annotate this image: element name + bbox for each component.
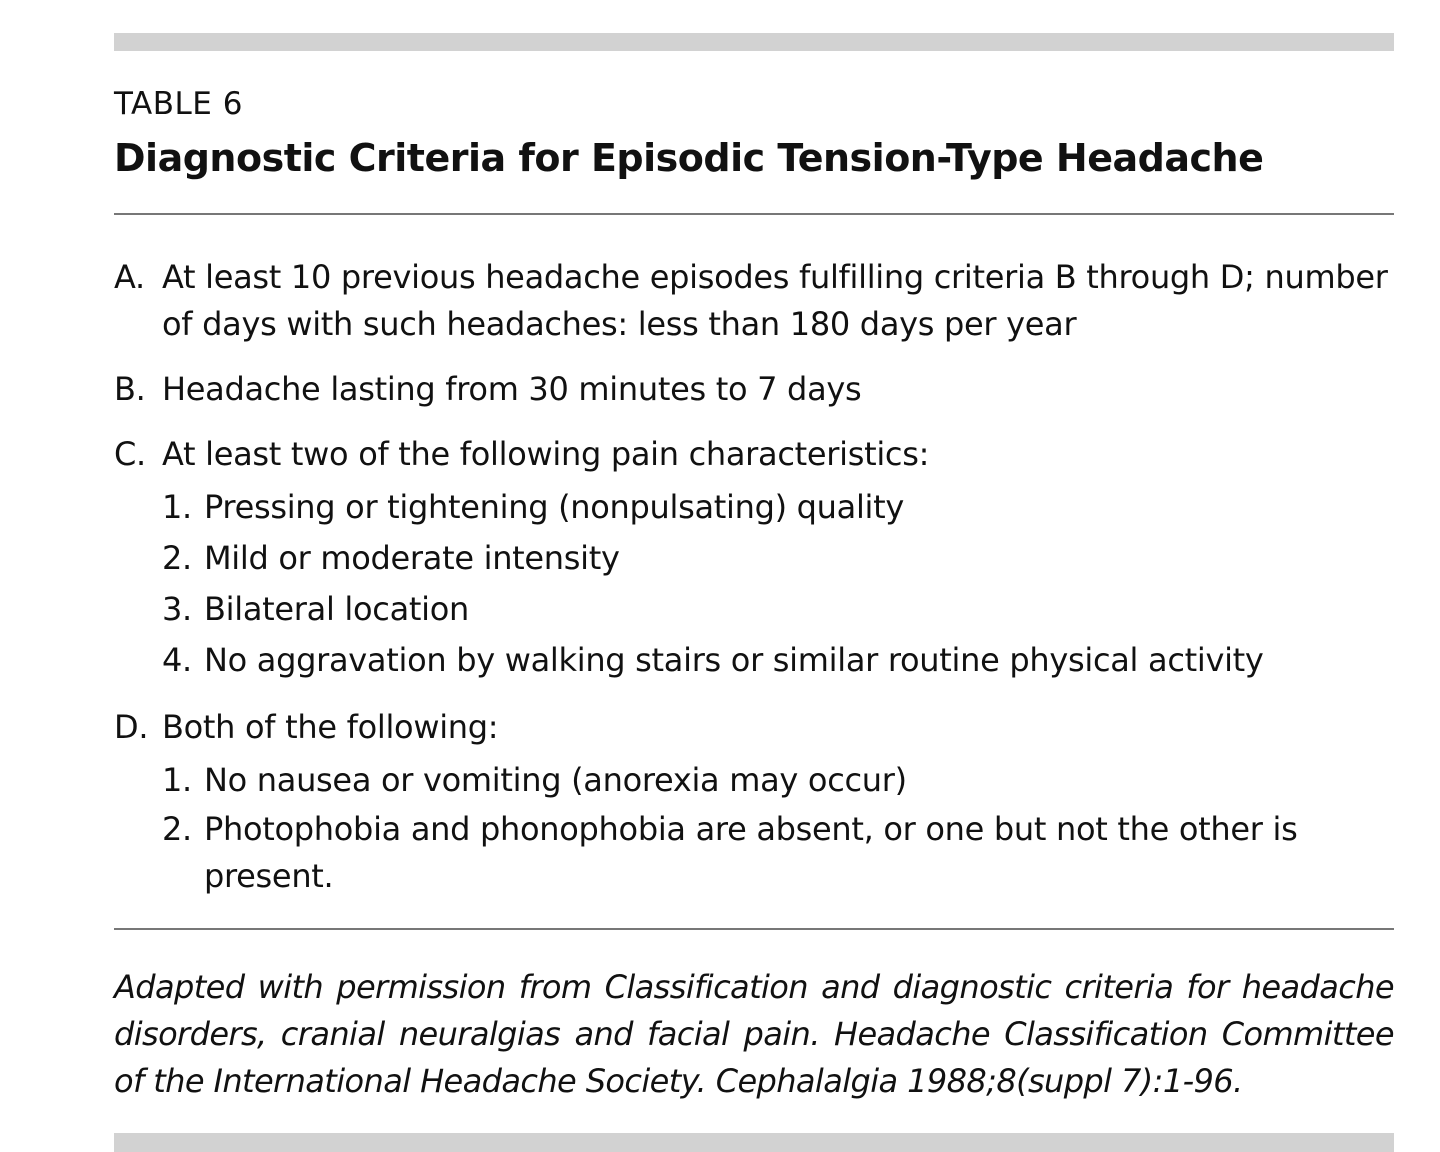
- item-text: Photophobia and phonophobia are absent, or one but not the other is present.: [204, 810, 1298, 895]
- header-rule: [114, 213, 1394, 215]
- criterion-letter: D.: [114, 708, 149, 746]
- item-text: Mild or moderate intensity: [204, 539, 620, 577]
- item-number: 2.: [162, 539, 192, 577]
- criterion-text: Headache lasting from 30 minutes to 7 days: [162, 370, 862, 408]
- criteria-list: [114, 254, 1394, 918]
- criterion-text: At least two of the following pain characteristics:: [162, 435, 930, 473]
- list-item: [162, 533, 1394, 584]
- criterion-text: Both of the following:: [162, 708, 499, 746]
- item-number: 3.: [162, 590, 192, 628]
- item-text: Bilateral location: [204, 590, 469, 628]
- list-item: [162, 482, 1394, 533]
- list-item: [162, 806, 1394, 900]
- list-item: [162, 755, 1394, 806]
- list-item: [162, 584, 1394, 635]
- source-note: Adapted with permission from Classification and diagnostic criteria for headache disorders, cranial neuralgias and facial pain. Headache Classification Committee of the International Headache Society. Cephalalgia 1988;8(suppl 7):1-96.: [114, 968, 1394, 1100]
- item-text: No nausea or vomiting (anorexia may occur): [204, 761, 907, 799]
- criterion-a: [114, 254, 1394, 348]
- bottom-bar-divider: [114, 1133, 1394, 1152]
- item-text: No aggravation by walking stairs or similar routine physical activity: [204, 641, 1264, 679]
- top-bar-divider: [114, 33, 1394, 51]
- item-number: 1.: [162, 761, 192, 799]
- table-title: Diagnostic Criteria for Episodic Tension-Type Headache: [114, 136, 1264, 180]
- criterion-d: [114, 704, 1394, 900]
- list-item: [162, 635, 1394, 686]
- item-number: 4.: [162, 641, 192, 679]
- item-text: Pressing or tightening (nonpulsating) quality: [204, 488, 905, 526]
- criterion-text: At least 10 previous headache episodes fulfilling criteria B through D; number of days with such headaches: less than 180 days per year: [162, 258, 1388, 343]
- criterion-b: [114, 366, 1394, 413]
- item-number: 1.: [162, 488, 192, 526]
- table-label: TABLE 6: [114, 86, 243, 122]
- criterion-d-subitems: [162, 755, 1394, 900]
- table-6: [114, 0, 1394, 1152]
- criterion-letter: C.: [114, 435, 146, 473]
- criterion-letter: B.: [114, 370, 146, 408]
- criterion-c: [114, 431, 1394, 686]
- criterion-c-subitems: [162, 482, 1394, 686]
- criterion-letter: A.: [114, 258, 145, 296]
- footer-rule: [114, 928, 1394, 930]
- item-number: 2.: [162, 810, 192, 848]
